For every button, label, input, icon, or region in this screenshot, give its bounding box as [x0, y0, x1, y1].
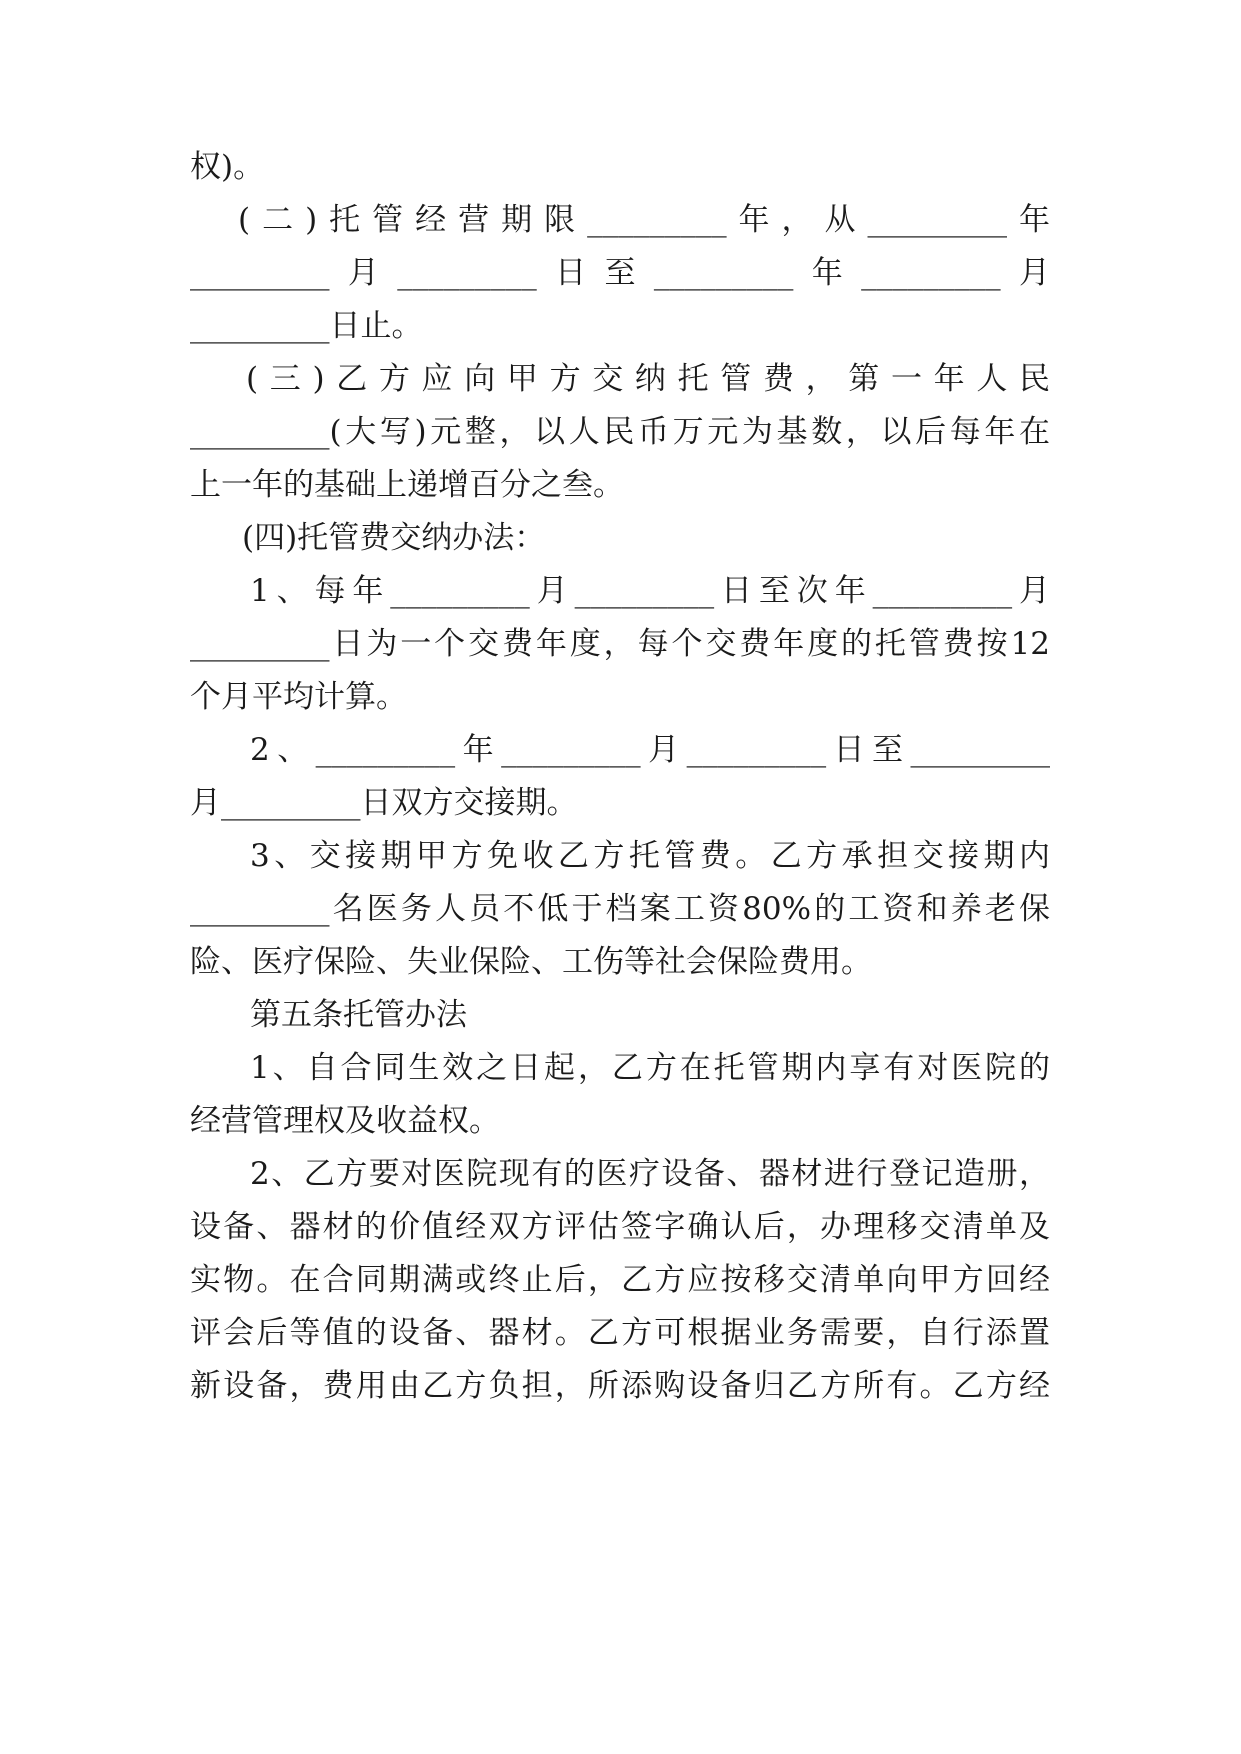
text-line: 评会后等值的设备、器材。乙方可根据业务需要，自行添置 [190, 1315, 1050, 1351]
text-line: 月_________日双方交接期。 [190, 785, 578, 821]
text-line: _________月_________日至_________年_________月 [190, 255, 1050, 291]
text-line: 第五条托管办法 [250, 997, 467, 1033]
text-line: 1、每年_________月_________日至次年_________月 [250, 573, 1050, 609]
text-line: 设备、器材的价值经双方评估签字确认后，办理移交清单及 [190, 1209, 1050, 1245]
text-line: 上一年的基础上递增百分之叁。 [190, 467, 624, 503]
text-line: (三)乙方应向甲方交纳托管费，第一年人民 [246, 361, 1050, 397]
text-line: 新设备，费用由乙方负担，所添购设备归乙方所有。乙方经 [190, 1368, 1050, 1404]
text-line: _________(大写)元整，以人民币万元为基数，以后每年在 [190, 414, 1050, 450]
text-line: 经营管理权及收益权。 [190, 1103, 500, 1139]
text-line: 1、自合同生效之日起，乙方在托管期内享有对医院的 [250, 1050, 1050, 1086]
text-line: (二)托管经营期限_________年，从_________年 [238, 202, 1050, 238]
text-line: _________名医务人员不低于档案工资80%的工资和养老保 [190, 891, 1050, 927]
text-line: 个月平均计算。 [190, 679, 407, 715]
text-line: (四)托管费交纳办法： [242, 520, 546, 556]
text-line: 实物。在合同期满或终止后，乙方应按移交清单向甲方回经 [190, 1262, 1050, 1298]
text-line: 权)。 [190, 149, 265, 185]
text-line: 3、交接期甲方免收乙方托管费。乙方承担交接期内 [250, 838, 1050, 874]
text-line: 险、医疗保险、失业保险、工伤等社会保险费用。 [190, 944, 872, 980]
text-line: 2、乙方要对医院现有的医疗设备、器材进行登记造册， [250, 1156, 1050, 1192]
text-line: 2、_________年_________月_________日至_________ [250, 732, 1050, 768]
text-line: _________日止。 [190, 308, 423, 344]
text-line: _________日为一个交费年度，每个交费年度的托管费按12 [190, 626, 1050, 662]
